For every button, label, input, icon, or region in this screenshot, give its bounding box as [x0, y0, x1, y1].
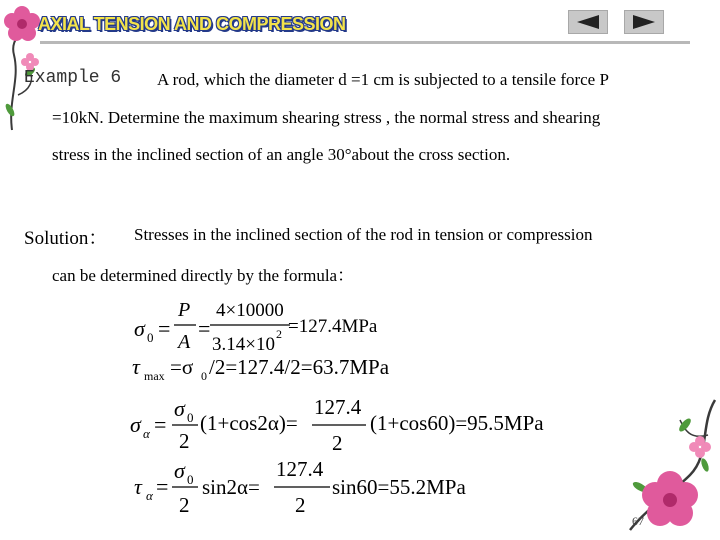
eq3-frac2-num: 127.4 — [314, 395, 362, 419]
next-slide-button[interactable] — [624, 10, 664, 34]
eq1-frac2-den-exp: 2 — [276, 327, 282, 341]
eq4-result: sin60=55.2MPa — [332, 475, 466, 499]
eq4-lhs-symbol: τ — [134, 474, 142, 499]
header-divider — [40, 41, 690, 44]
equation-normal-stress-inclined — [130, 395, 544, 455]
eq2-lhs-symbol: τ — [132, 354, 140, 379]
problem-line-3: stress in the inclined section of an angle 30°about the cross section. — [52, 145, 511, 164]
equation-normal-stress-cross-section — [134, 299, 378, 355]
slide-title: AXIAL TENSION AND COMPRESSION — [38, 14, 346, 34]
page-number: 67 — [632, 514, 644, 528]
eq4-frac2-den: 2 — [295, 493, 306, 517]
eq4-lhs-sub: α — [146, 488, 153, 503]
example-label: Example 6 — [24, 68, 122, 88]
eq3-result: (1+cos60)=95.5MPa — [370, 411, 544, 435]
eq2-rhs-b: /2=127.4/2=63.7MPa — [209, 355, 390, 379]
eq3-mid: (1+cos2α)= — [200, 411, 298, 435]
eq4-eq: = — [156, 474, 169, 499]
eq3-frac1-den: 2 — [179, 429, 190, 453]
equation-shear-stress-inclined — [134, 457, 466, 517]
eq3-frac1-num-symbol: σ — [174, 396, 185, 421]
equation-max-shear-stress — [132, 354, 390, 383]
eq4-frac1-num-sub: 0 — [187, 472, 194, 487]
eq3-frac1-num-sub: 0 — [187, 410, 194, 425]
eq1-frac1-num: P — [178, 299, 191, 321]
eq3-eq: = — [154, 412, 167, 437]
eq1-eq: = — [158, 316, 171, 341]
equation-block — [120, 292, 600, 524]
eq2-lhs-sub: max — [144, 369, 165, 383]
eq1-lhs-sub: 0 — [147, 330, 154, 345]
eq1-frac2-den: 3.14×10 — [212, 334, 275, 355]
solution-line-2: can be determined directly by the formula： — [52, 266, 355, 285]
flower-decoration-bottom-right — [590, 395, 720, 540]
eq1-eq2: = — [198, 316, 211, 341]
eq2-rhs-sub: 0 — [201, 369, 207, 383]
triangle-left-icon — [575, 14, 601, 30]
eq1-frac2-num: 4×10000 — [216, 300, 284, 321]
eq4-frac1-num-symbol: σ — [174, 458, 185, 483]
triangle-right-icon — [631, 14, 657, 30]
problem-line-2: =10kN. Determine the maximum shearing stress , the normal stress and shearing — [52, 108, 601, 127]
eq3-frac2-den: 2 — [332, 431, 343, 455]
eq4-frac2-num: 127.4 — [276, 457, 324, 481]
eq4-frac1-den: 2 — [179, 493, 190, 517]
eq3-lhs-symbol: σ — [130, 412, 141, 437]
eq1-lhs-symbol: σ — [134, 316, 145, 341]
eq3-lhs-sub: α — [143, 426, 150, 441]
eq1-frac1-den: A — [178, 331, 191, 353]
eq1-result: =127.4MPa — [288, 316, 378, 337]
previous-slide-button[interactable] — [568, 10, 608, 34]
problem-line-1: A rod, which the diameter d =1 cm is subjected to a tensile force P — [157, 70, 609, 89]
eq2-rhs-a: =σ — [170, 355, 194, 379]
eq4-mid: sin2α= — [202, 475, 260, 499]
solution-label: Solution： — [24, 228, 108, 249]
solution-line-1: Stresses in the inclined section of the rod in tension or compression — [134, 225, 593, 244]
